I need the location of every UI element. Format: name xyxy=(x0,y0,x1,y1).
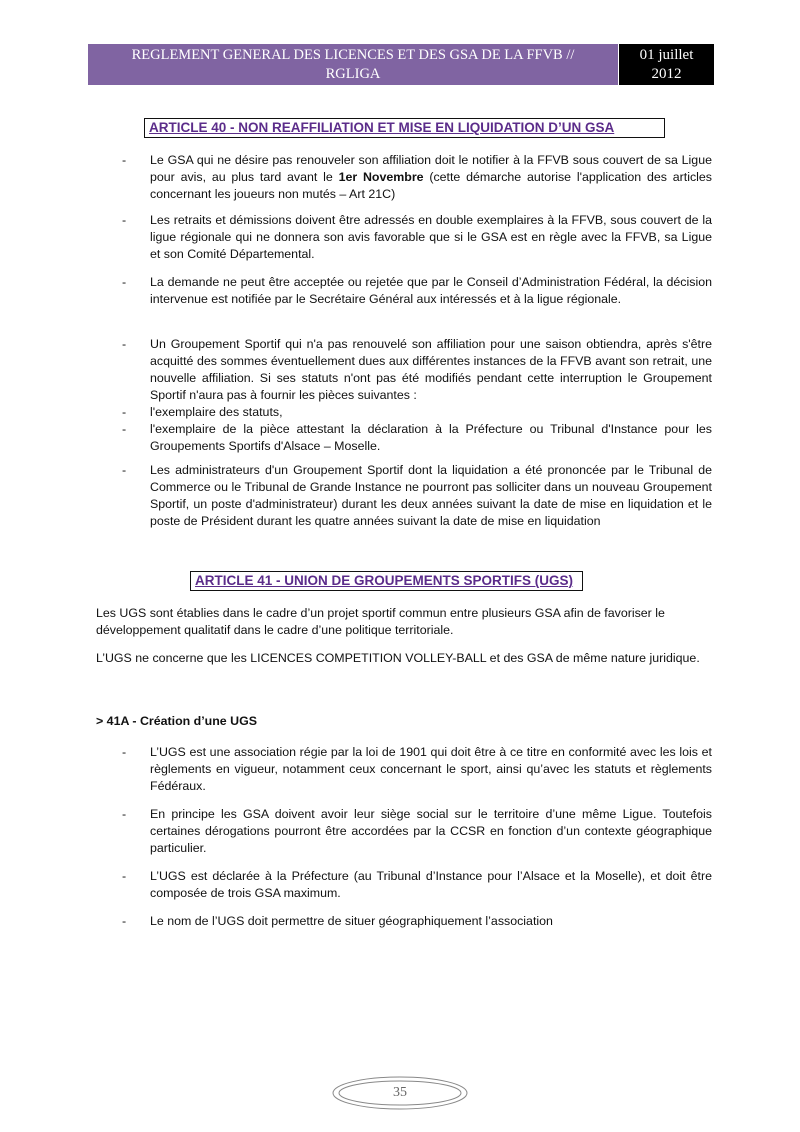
bullet-text xyxy=(150,152,712,203)
bullet-dash: - xyxy=(122,422,127,436)
article-40-heading: ARTICLE 40 - NON REAFFILIATION ET MISE EN LIQUIDATION D’UN GSA xyxy=(144,118,665,138)
page-header xyxy=(88,44,714,85)
list-item xyxy=(122,868,712,902)
list-item xyxy=(122,462,712,547)
list-item xyxy=(122,212,712,264)
bullet-text: l'exemplaire de la pièce attestant la déclaration à la Préfecture ou Tribunal d'Instance pour les Groupements Sportifs d'Alsace – Moselle. xyxy=(150,422,712,453)
bullet-text: La demande ne peut être acceptée ou rejetée que par le Conseil d’Administration Fédéral, la décision intervenue est notifiée par le Secrétaire Général aux intéressés et à la ligue régionale. xyxy=(150,275,712,306)
bullet-dash: - xyxy=(122,337,127,351)
section-subheading: > 41A - Création d’une UGS xyxy=(96,714,257,728)
list-item xyxy=(122,744,712,796)
list-item xyxy=(122,274,712,326)
document-date-line2: 2012 xyxy=(651,66,682,82)
document-date xyxy=(619,44,714,85)
bullet-text: Le nom de l’UGS doit permettre de situer géographiquement l’association xyxy=(150,914,553,928)
bullet-text-part: (cette démarche autorise l'application des articles concernant les joueurs non mutés – Art 21C) xyxy=(150,170,712,201)
list-item xyxy=(122,404,712,421)
list-item xyxy=(122,806,712,858)
bullet-text-part: Le GSA qui ne désire pas renouveler son affiliation doit le notifier à la FFVB sous couvert de sa Ligue pour avis, au plus tard avant le xyxy=(150,153,712,184)
bullet-dash: - xyxy=(122,213,127,227)
bullet-dash: - xyxy=(122,275,127,289)
bullet-dash: - xyxy=(122,914,127,928)
document-title-line2: RGLIGA xyxy=(325,66,381,82)
bullet-text: En principe les GSA doivent avoir leur siège social sur le territoire d’une même Ligue. Toutefois certaines dérogations pourront être accordées par la CCSR en fonction d’un contexte géographique particulier. xyxy=(150,807,712,855)
bullet-dash: - xyxy=(122,153,127,167)
document-title xyxy=(88,44,618,85)
document-date-line1: 01 juillet xyxy=(639,47,694,63)
bullet-text: L’UGS est déclarée à la Préfecture (au Tribunal d’Instance pour l’Alsace et la Moselle), et doit être composée de trois GSA maximum. xyxy=(150,869,712,900)
paragraph: L’UGS ne concerne que les LICENCES COMPETITION VOLLEY-BALL et des GSA de même nature juridique. xyxy=(96,651,700,665)
bullet-text: L’UGS est une association régie par la loi de 1901 qui doit être à ce titre en conformité avec les lois et règlements en vigueur, notamment ceux concernant le sport, ainsi qu’avec les statuts et règlements Fédéraux. xyxy=(150,745,712,793)
bullet-text: Les retraits et démissions doivent être adressés en double exemplaires à la FFVB, sous couvert de la ligue régionale qui ne donnera son avis favorable que si le GSA est en règle avec la FFVB, sa Ligue et son Comité Départemental. xyxy=(150,213,712,261)
list-item xyxy=(122,913,712,930)
list-item xyxy=(122,336,712,404)
bullet-text: Les administrateurs d'un Groupement Sportif dont la liquidation a été prononcée par le Tribunal de Commerce ou le Tribunal de Grande Instance ne pourront pas solliciter dans un nouveau Groupement Sportif, un poste d'administrateur) durant les deux années suivant la date de mise en liquidation et le poste de Président durant les quatre années suivant la date de mise en liquidation xyxy=(150,463,712,528)
document-title-line1: REGLEMENT GENERAL DES LICENCES ET DES GSA DE LA FFVB // xyxy=(131,47,575,63)
bullet-dash: - xyxy=(122,405,127,419)
bullet-text: l'exemplaire des statuts, xyxy=(150,405,283,419)
list-item xyxy=(122,421,712,455)
bullet-text: Un Groupement Sportif qui n'a pas renouvelé son affiliation pour une saison obtiendra, après s'être acquitté des sommes éventuellement dues aux différentes instances de la FFVB avant son retrait, une nouvelle affiliation. Si ses statuts n'ont pas été modifiés pendant cette interruption le Groupement Sportif n'aura pas à fournir les pièces suivantes : xyxy=(150,337,712,402)
page-number-ornament xyxy=(331,1075,469,1111)
article-41-heading: ARTICLE 41 - UNION DE GROUPEMENTS SPORTIFS (UGS) xyxy=(190,571,583,591)
bullet-dash: - xyxy=(122,807,127,821)
bullet-dash: - xyxy=(122,463,127,477)
bullet-text-bold: 1er Novembre xyxy=(338,170,424,184)
paragraph: Les UGS sont établies dans le cadre d’un projet sportif commun entre plusieurs GSA afin de favoriser le développement qualitatif dans le cadre d’une politique territoriale. xyxy=(96,606,665,637)
bullet-dash: - xyxy=(122,745,127,759)
list-item xyxy=(122,152,712,204)
bullet-dash: - xyxy=(122,869,127,883)
page-number: 35 xyxy=(393,1085,407,1100)
